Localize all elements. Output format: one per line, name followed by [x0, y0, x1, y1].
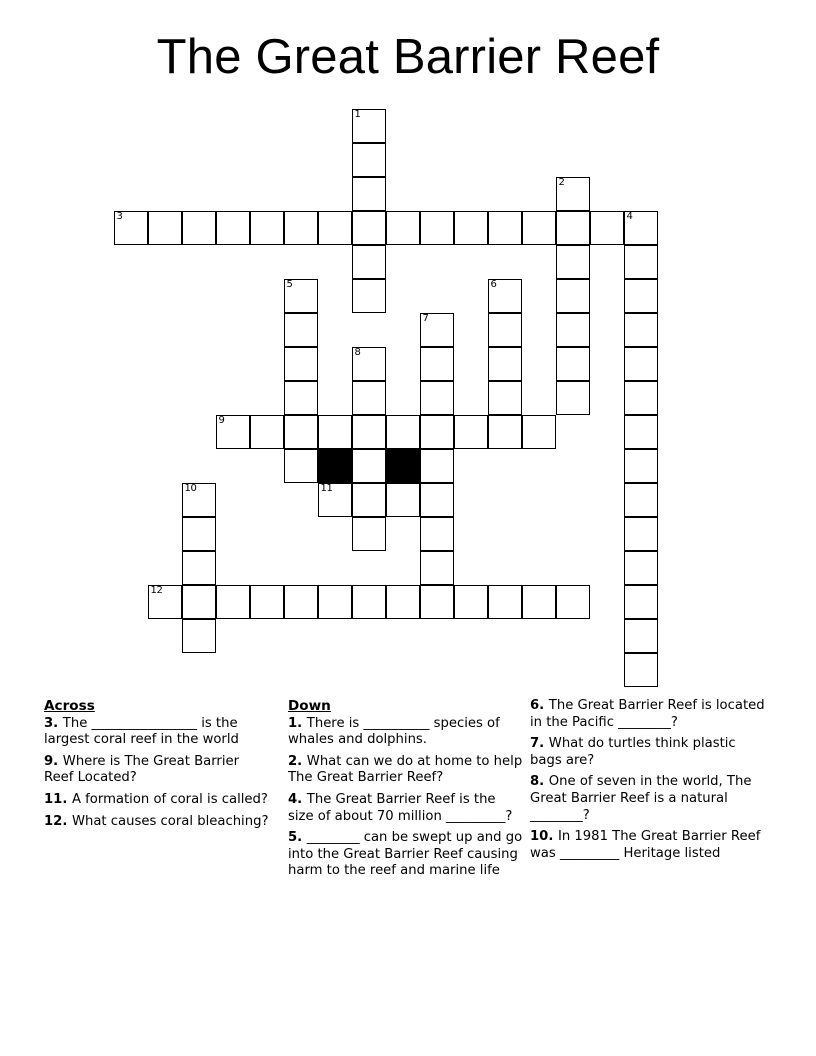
grid-cell[interactable]: [284, 211, 318, 245]
clue-number: 6.: [530, 698, 549, 713]
grid-cell[interactable]: [182, 619, 216, 653]
clue-number: 2.: [288, 753, 307, 769]
cell-number: 8: [354, 347, 361, 358]
clue-number: 10.: [530, 829, 558, 845]
grid-cell[interactable]: [488, 313, 522, 347]
grid-cell[interactable]: [352, 143, 386, 177]
grid-cell[interactable]: [352, 245, 386, 279]
grid-cell[interactable]: [454, 585, 488, 619]
grid-cell[interactable]: [216, 415, 250, 449]
grid-cell[interactable]: [624, 449, 658, 483]
grid-cell[interactable]: [522, 585, 556, 619]
clue-text: There is __________ species of whales and dolphins.: [288, 715, 500, 748]
grid-cell[interactable]: [488, 279, 522, 313]
grid-cell[interactable]: [250, 415, 284, 449]
grid-cell[interactable]: [420, 347, 454, 381]
grid-cell[interactable]: [624, 585, 658, 619]
cell-number: 12: [150, 585, 163, 596]
clues-column-down: [288, 698, 524, 885]
grid-cell[interactable]: [352, 109, 386, 143]
grid-cell[interactable]: [488, 347, 522, 381]
grid-cell[interactable]: [182, 585, 216, 619]
grid-cell[interactable]: [318, 415, 352, 449]
clue-item: [44, 814, 272, 831]
grid-cell[interactable]: [624, 653, 658, 687]
page-title: The Great Barrier Reef: [156, 30, 660, 84]
grid-cell[interactable]: [488, 585, 522, 619]
grid-cell[interactable]: [624, 313, 658, 347]
grid-cell[interactable]: [182, 517, 216, 551]
cell-number: 4: [626, 211, 633, 222]
grid-cell[interactable]: [182, 211, 216, 245]
across-clue-list: [44, 716, 272, 831]
grid-cell[interactable]: [284, 585, 318, 619]
grid-cell[interactable]: [556, 211, 590, 245]
clue-item: [288, 792, 524, 825]
clues-column-across: [44, 698, 272, 835]
grid-cell[interactable]: [420, 585, 454, 619]
down-heading: Down: [288, 698, 331, 714]
cell-number: 10: [184, 483, 197, 494]
grid-cell[interactable]: [556, 381, 590, 415]
clue-number: 1.: [288, 715, 307, 731]
grid-cell[interactable]: [148, 585, 182, 619]
clue-text: The Great Barrier Reef is located in the Pacific ________?: [530, 698, 765, 730]
grid-cell[interactable]: [420, 415, 454, 449]
grid-cell[interactable]: [454, 415, 488, 449]
grid-cell[interactable]: [624, 483, 658, 517]
grid-cell[interactable]: [284, 449, 318, 483]
grid-cell[interactable]: [182, 551, 216, 585]
clue-item: [530, 698, 770, 731]
grid-cell[interactable]: [522, 415, 556, 449]
clue-item: [44, 716, 272, 749]
clue-number: 8.: [530, 774, 549, 790]
grid-cell[interactable]: [556, 585, 590, 619]
grid-cell[interactable]: [352, 483, 386, 517]
clue-number: 12.: [44, 813, 72, 829]
clue-text: A formation of coral is called?: [71, 791, 268, 807]
grid-cell[interactable]: [624, 347, 658, 381]
clue-number: 7.: [530, 736, 549, 752]
grid-cell[interactable]: [624, 211, 658, 245]
grid-cell[interactable]: [488, 381, 522, 415]
grid-cell[interactable]: [352, 517, 386, 551]
cell-number: 11: [320, 483, 333, 494]
grid-cell[interactable]: [624, 381, 658, 415]
grid-cell[interactable]: [590, 211, 624, 245]
grid-cell[interactable]: [420, 211, 454, 245]
grid-cell[interactable]: [182, 483, 216, 517]
grid-cell[interactable]: [352, 415, 386, 449]
grid-cell[interactable]: [386, 585, 420, 619]
grid-cell[interactable]: [352, 347, 386, 381]
clue-number: 11.: [44, 791, 72, 807]
grid-cell[interactable]: [556, 313, 590, 347]
grid-cell[interactable]: [386, 483, 420, 517]
grid-cell[interactable]: [420, 313, 454, 347]
clue-text: In 1981 The Great Barrier Reef was _________ Heritage listed: [530, 829, 761, 861]
cell-number: 5: [286, 279, 293, 290]
clue-number: 4.: [288, 791, 307, 807]
grid-cell[interactable]: [624, 245, 658, 279]
clue-item: [288, 830, 524, 880]
across-heading: Across: [44, 698, 95, 714]
cell-number: 9: [218, 415, 225, 426]
grid-cell[interactable]: [624, 517, 658, 551]
clue-number: 3.: [44, 715, 63, 731]
clue-item: [530, 774, 770, 824]
grid-cell[interactable]: [556, 347, 590, 381]
grid-cell[interactable]: [318, 483, 352, 517]
grid-cell[interactable]: [284, 279, 318, 313]
grid-cell[interactable]: [488, 211, 522, 245]
clue-number: 9.: [44, 753, 63, 769]
grid-cell[interactable]: [250, 211, 284, 245]
grid-cell[interactable]: [352, 177, 386, 211]
grid-cell[interactable]: [148, 211, 182, 245]
clue-number: 5.: [288, 830, 307, 846]
down-clue-list-first: [288, 716, 524, 880]
grid-cell[interactable]: [318, 585, 352, 619]
clue-text: One of seven in the world, The Great Barrier Reef is a natural ________?: [530, 774, 752, 823]
grid-cell[interactable]: [114, 211, 148, 245]
grid-cell[interactable]: [352, 381, 386, 415]
cell-number: 7: [422, 313, 429, 324]
grid-cell[interactable]: [318, 211, 352, 245]
grid-block-cell: [386, 449, 420, 483]
grid-cell[interactable]: [284, 415, 318, 449]
grid-cell[interactable]: [420, 449, 454, 483]
grid-cell[interactable]: [216, 585, 250, 619]
grid-cell[interactable]: [420, 551, 454, 585]
grid-cell[interactable]: [488, 415, 522, 449]
cell-number: 3: [116, 211, 123, 222]
grid-cell[interactable]: [284, 313, 318, 347]
clue-text: The Great Barrier Reef is the size of about 70 million _________?: [288, 791, 513, 824]
grid-cell[interactable]: [556, 245, 590, 279]
down-clue-list-second: [530, 698, 770, 862]
grid-cell[interactable]: [284, 347, 318, 381]
clues-column-down-continued: [530, 698, 770, 867]
grid-cell[interactable]: [352, 279, 386, 313]
grid-cell[interactable]: [352, 585, 386, 619]
clue-text: Where is The Great Barrier Reef Located?: [44, 753, 240, 786]
clue-item: [530, 736, 770, 769]
grid-cell[interactable]: [284, 381, 318, 415]
grid-cell[interactable]: [556, 279, 590, 313]
clue-text: ________ can be swept up and go into the Great Barrier Reef causing harm to the reef and marine life: [288, 830, 523, 879]
grid-cell[interactable]: [454, 211, 488, 245]
grid-cell[interactable]: [522, 211, 556, 245]
grid-cell[interactable]: [624, 551, 658, 585]
clue-item: [288, 716, 524, 749]
grid-cell[interactable]: [386, 415, 420, 449]
grid-cell[interactable]: [352, 211, 386, 245]
grid-cell[interactable]: [420, 517, 454, 551]
grid-cell[interactable]: [386, 211, 420, 245]
grid-cell[interactable]: [352, 449, 386, 483]
grid-cell[interactable]: [420, 381, 454, 415]
clue-text: What can we do at home to help The Great Barrier Reef?: [288, 753, 523, 786]
grid-block-cell: [318, 449, 352, 483]
clue-item: [530, 829, 770, 862]
clue-text: What causes coral bleaching?: [71, 813, 269, 829]
grid-cell[interactable]: [556, 177, 590, 211]
clue-item: [288, 754, 524, 787]
grid-cell[interactable]: [624, 279, 658, 313]
clue-item: [44, 792, 272, 809]
clue-text: What do turtles think plastic bags are?: [530, 736, 736, 768]
cell-number: 2: [558, 177, 565, 188]
cell-number: 1: [354, 109, 361, 120]
clue-text: The ________________ is the largest coral reef in the world: [44, 715, 239, 748]
grid-cell[interactable]: [624, 415, 658, 449]
cell-number: 6: [490, 279, 497, 290]
grid-cell[interactable]: [420, 483, 454, 517]
grid-cell[interactable]: [624, 619, 658, 653]
clue-item: [44, 754, 272, 787]
grid-cell[interactable]: [216, 211, 250, 245]
grid-cell[interactable]: [250, 585, 284, 619]
